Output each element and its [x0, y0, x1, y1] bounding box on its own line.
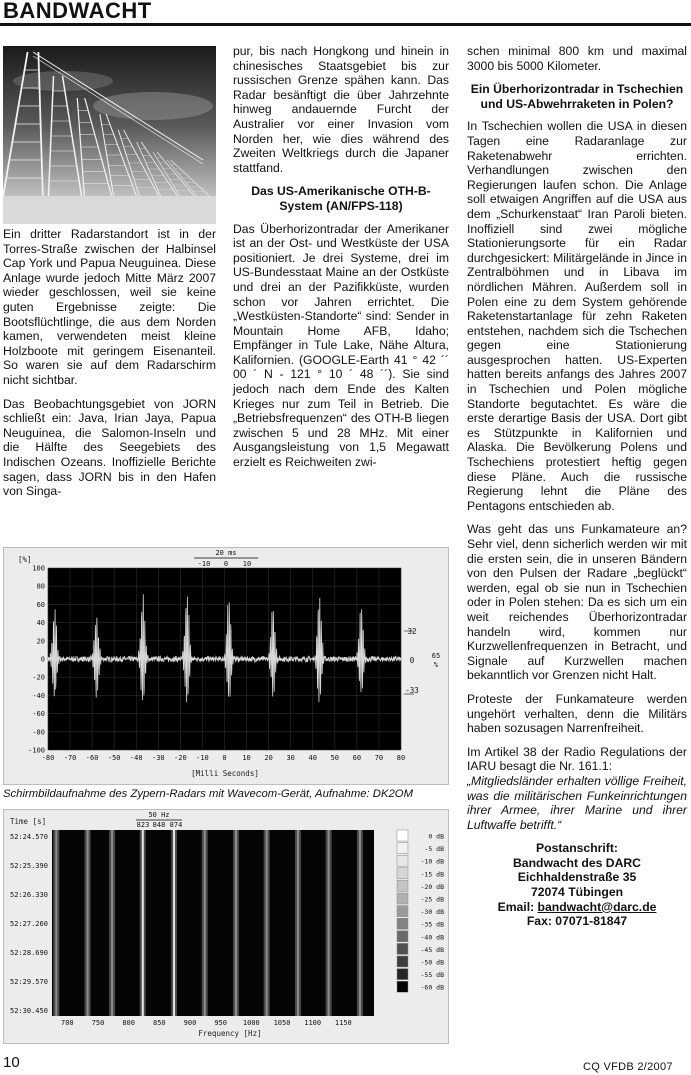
page-number: 10 [3, 1054, 20, 1071]
oscilloscope-chart [3, 547, 449, 785]
legend-swatch [397, 843, 408, 854]
legend-label: -20 dB [420, 882, 444, 891]
paragraph: Das Überhorizontradar der Amerikaner ist an der Ost- und Westküste der USA positioniert. Je drei Systeme, drei im US-Bundesstaat Maine an der Ostküste und drei an der Pazifikküste, wurden schon vor Jahren errichtet. Die „Westküsten-Standorte“ sind: Sender in Mountain Home AFB, Idaho; Empfänger in Tule Lake, Nähe Altura, Kalifornien. (GOOGLE-Earth 41 ° 42 ´´ 00 ´ N - 121 ° 10 ´ 48 ´´). Sie sind jedoch nach dem Ende des Kalten Krieges nur zum Teil in Betrieb. Die „Betriebsfrequenzen“ des OTH-B liegen zwischen 5 und 28 MHz. Mit einer Ausgangsleistung von 1,5 Megawatt erzielt es Reichweiten zwi- [233, 221, 449, 470]
legend-swatch [397, 969, 408, 980]
email-line [467, 900, 687, 915]
y-tick-label: 100 [32, 564, 45, 573]
x-tick-label: 50 [330, 754, 340, 762]
legend-swatch [397, 868, 408, 879]
x-tick-label: -20 [174, 754, 187, 762]
section-title: BANDWACHT [3, 0, 152, 23]
x-tick-label: 1150 [334, 1019, 352, 1027]
y-tick-label: 60 [36, 600, 45, 609]
right-scale-label: -33 [405, 686, 419, 695]
legend-label: -60 dB [420, 983, 444, 992]
legend-label: -10 dB [420, 857, 444, 866]
time-label: 52:24.570 [10, 833, 48, 841]
paragraph: Proteste der Funkamateure werden ungehört verhalten, denn die Militärs haben sozusagen Narrenfreiheit. [467, 691, 687, 736]
antenna-photo [3, 46, 216, 224]
x-tick-label: 0 [222, 754, 227, 762]
legend-swatch [397, 943, 408, 954]
legend-swatch [397, 956, 408, 967]
x-tick-label: -50 [107, 754, 121, 762]
x-tick-label: 60 [352, 754, 362, 762]
address-line: Postanschrift: [536, 841, 618, 856]
marker-tick: -10 [197, 560, 211, 568]
figure-caption: Schirmbildaufnahme des Zypern-Radars mit Wavecom-Gerät, Aufnahme: DK2OM [3, 788, 413, 800]
legend-swatch [397, 893, 408, 904]
x-tick-label: 700 [61, 1019, 74, 1027]
x-axis-label: [Milli Seconds] [191, 769, 259, 778]
paragraph: schen minimal 800 km und maximal 3000 bis 5000 Kilometer. [467, 44, 687, 73]
x-tick-label: -70 [63, 754, 77, 762]
time-label: 52:30.450 [10, 1007, 48, 1015]
legend-label: -15 dB [420, 870, 444, 879]
x-tick-label: 20 [264, 754, 273, 762]
right-scale-label: 32 [407, 627, 417, 636]
email-link[interactable]: bandwacht@darc.de [537, 899, 657, 914]
marker-tick: 848 [152, 821, 166, 829]
legend-label: -5 dB [424, 845, 444, 854]
right-percent-value: 65 [431, 652, 441, 660]
frequency-axis-label: Frequency [Hz] [198, 1029, 262, 1038]
column-right [467, 44, 687, 929]
email-label: Email: [497, 899, 538, 914]
x-tick-label: 800 [122, 1019, 135, 1027]
time-axis-label: Time [s] [10, 817, 47, 826]
span-label: 50 Hz [148, 811, 170, 819]
x-tick-label: 80 [396, 754, 406, 762]
legend-label: 0 dB [428, 832, 444, 841]
postal-address [467, 841, 687, 929]
marker-tick: 10 [242, 560, 252, 568]
x-tick-label: -30 [151, 754, 165, 762]
time-label: 52:26.330 [10, 891, 48, 899]
legend-swatch [397, 906, 408, 917]
x-tick-label: -60 [85, 754, 99, 762]
legend-label: -35 dB [420, 920, 444, 929]
legend-swatch [397, 931, 408, 942]
x-tick-label: -10 [196, 754, 209, 762]
paragraph: Was geht das uns Funkamateure an? Sehr viel, denn sicherlich werden wir mit die ersten sein, die in unseren Bändern von den Pulsen der Radare „beglückt“ werden, egal ob sie nun in Tschechien oder in Polen stehen: Da es sich um ein weit reichendes Überhorizontradar handeln wird, kommen nur Kurzwellenfrequenzen in Betracht, und Signale auf Kurzwellen machen bekanntlich vor Grenzen nicht Halt. [467, 522, 687, 683]
x-tick-label: 40 [308, 754, 317, 762]
column-left [3, 227, 216, 508]
x-tick-label: 70 [374, 754, 384, 762]
legend-swatch [397, 981, 408, 992]
legend-swatch [397, 855, 408, 866]
subheading: Ein Überhorizontradar in Tschechien und US-Abwehrraketen in Polen? [470, 82, 684, 111]
time-label: 52:28.690 [10, 949, 48, 957]
y-tick-label: -20 [32, 673, 45, 682]
paragraph: In Tschechien wollen die USA in diesen Tagen eine Radaranlage zur Raketenabwehr errichten. Verhandlungen zwischen den Regierungen laufen schon. Die Anlage soll etwaigen Angriffen auf die USA aus dem „Schurkenstaat“ Iran Paroli bieten. Inoffiziell sind zwei mögliche Stationierungsorte für ein Radar durchgesickert: Militärgelände in Jince in Zentralböhmen und in Libava im nördlichen Mähren. Außerdem soll in Polen eine zu dem System gehörende Raketenstartanlage für zehn Raketen entstehen, nachdem sich die Tschechen gegen eine Stationierung ausgesprochen hatten. US-Experten hatten bereits anfangs des Jahres 2007 in Tschechien und Polen mögliche Standorte begutachtet. Es wäre die erste derartige Basis der USA. Dort gibt es Stützpunkte in Kalifornien und Alaska. Die Bevölkerung Polens und Tschechiens protestiert heftig gegen diese Pläne. Auch die russische Regierung lehnt die Pläne des Pentagons entschieden ab. [467, 119, 687, 513]
paragraph: Das Beobachtungsgebiet von JORN schließt ein: Java, Irian Jaya, Papua Neuguinea, die Salomon-Inseln und die Hälfte des Seegebiets des Indischen Ozeans. Inoffizielle Berichte sagen, dass JORN bis in den Hafen von Singa- [3, 396, 216, 499]
y-tick-label: 0 [40, 655, 45, 664]
y-tick-label: -60 [32, 710, 45, 719]
legend-label: -45 dB [420, 945, 444, 954]
legend-swatch [397, 918, 408, 929]
x-tick-label: -80 [41, 754, 55, 762]
paragraph: pur, bis nach Hongkong und hinein in chinesisches Staatsgebiet bis zur russischen Grenze spähen kann. Das Radar besänftigt die über Jahrzehnte hinweg andauernde Furcht der Australier vor einer Invasion vom Norden her, wie dies während des Zweiten Weltkriegs durch die Japaner stattfand. [233, 44, 449, 175]
paragraph: Ein dritter Radarstandort ist in der Torres-Straße zwischen der Halbinsel Cap York und Papua Neuguinea. Diese Anlage wurde jedoch Mitte März 2007 wieder geschlossen, weil sie keine guten Ergebnisse zeigte: Die Bootsflüchtlinge, die aus dem Norden kamen, verwendeten meist kleine Holzboote mit geringem Eisenanteil. So waren sie auf dem Radarschirm nicht sichtbar. [3, 227, 216, 387]
x-tick-label: 950 [214, 1019, 227, 1027]
y-unit-label: [%] [18, 555, 32, 564]
x-tick-label: 30 [286, 754, 295, 762]
issue-label: CQ VFDB 2/2007 [583, 1061, 673, 1073]
marker-tick: 874 [169, 821, 183, 829]
waterfall-chart [3, 809, 449, 1044]
x-tick-label: 900 [183, 1019, 197, 1027]
right-scale-label: 0 [409, 656, 415, 665]
x-tick-label: 1050 [273, 1019, 291, 1027]
x-tick-label: 1000 [242, 1019, 260, 1027]
column-middle [233, 44, 449, 479]
y-tick-label: -40 [32, 691, 45, 700]
right-percent-unit: % [433, 661, 439, 669]
y-tick-label: -80 [32, 728, 45, 737]
legend-label: -50 dB [420, 958, 444, 967]
legend-swatch [397, 880, 408, 891]
legend-label: -40 dB [420, 933, 444, 942]
time-label: 52:29.570 [10, 978, 48, 986]
time-label: 52:27.260 [10, 920, 48, 928]
marker-tick: 823 [136, 821, 150, 829]
address-line: Bandwacht des DARC [513, 855, 641, 870]
address-line: 72074 Tübingen [530, 885, 624, 900]
legend-label: -30 dB [420, 908, 444, 917]
time-label: 52:25.390 [10, 862, 48, 870]
header-rule [0, 23, 691, 26]
y-tick-label: -100 [28, 746, 45, 755]
legend-swatch [397, 830, 408, 841]
quote: „Mitgliedsländer erhalten völlige Freiheit, was die militärischen Funkeinrichtungen ihrer Armee, ihrer Marine und ihrer Luftwaffe betrifft.“ [467, 773, 687, 832]
paragraph: Im Artikel 38 der Radio Regulations der IARU besagt die Nr. 161.1: [467, 744, 687, 774]
y-tick-label: 40 [36, 619, 45, 628]
span-label: 20 ms [215, 549, 237, 557]
x-tick-label: 10 [242, 754, 251, 762]
x-tick-label: -40 [129, 754, 143, 762]
legend-label: -25 dB [420, 895, 444, 904]
y-tick-label: 20 [36, 637, 45, 646]
x-tick-label: 750 [91, 1019, 105, 1027]
x-tick-label: 850 [153, 1019, 166, 1027]
legend-label: -55 dB [420, 971, 444, 980]
address-line: Eichhaldenstraße 35 [517, 870, 637, 885]
y-tick-label: 80 [36, 582, 45, 591]
fax-line: Fax: 07071-81847 [526, 914, 628, 929]
x-tick-label: 1100 [304, 1019, 322, 1027]
marker-tick: 0 [223, 560, 229, 568]
subheading: Das US-Amerikanische OTH-B-System (AN/FPS-118) [251, 184, 431, 213]
